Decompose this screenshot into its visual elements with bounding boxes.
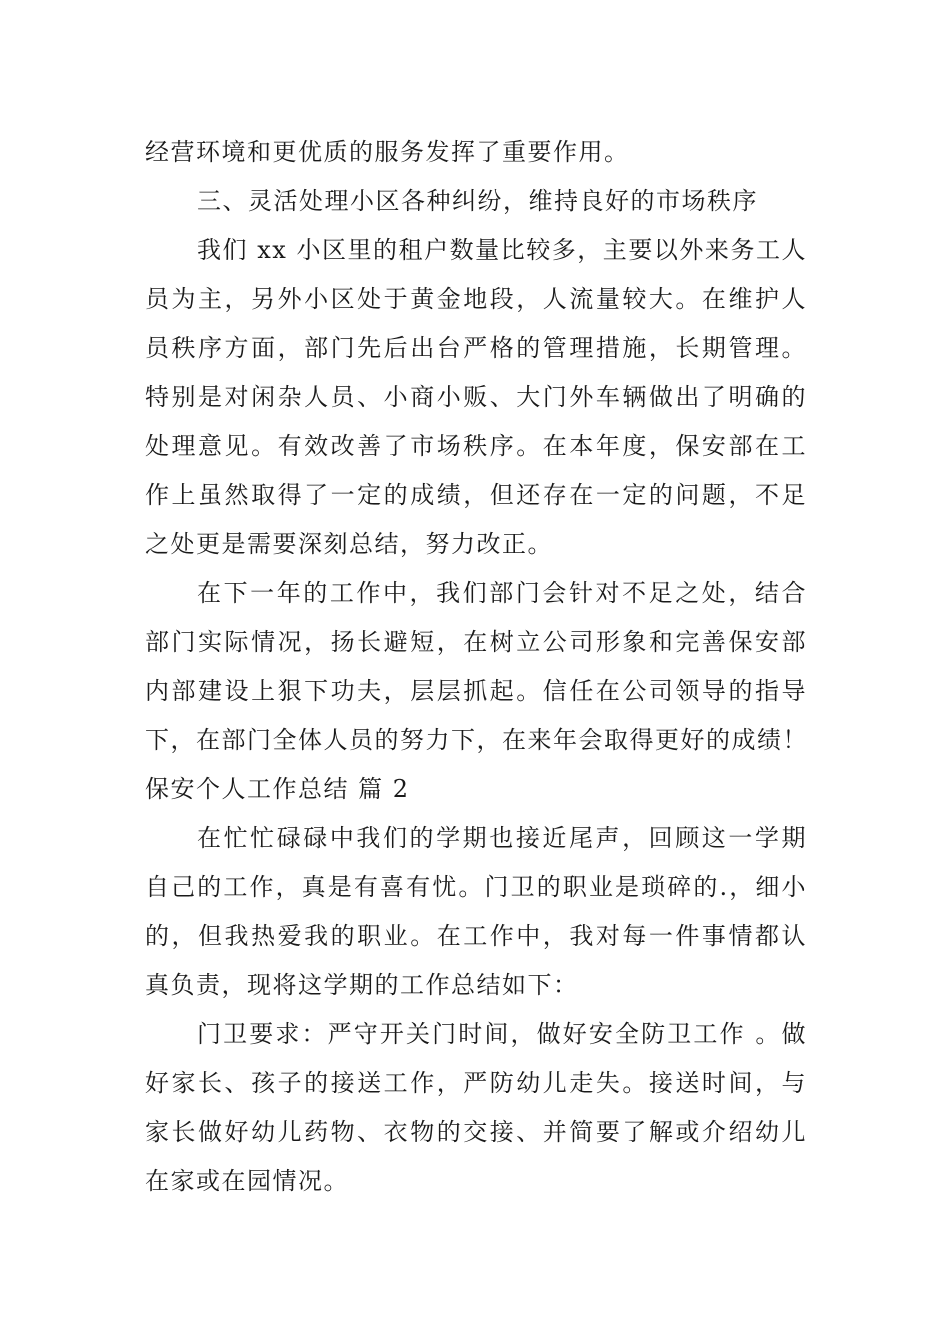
text-line: 在下一年的工作中，我们部门会针对不足之处，结合 [197,579,807,607]
text-line: 在家或在园情况。 [145,1167,349,1195]
text-line: 的，但我热爱我的职业。在工作中，我对每一件事情都认 [145,922,807,950]
text-line: 我们 xx 小区里的租户数量比较多，主要以外来务工人 [197,236,807,264]
text-line: 特别是对闲杂人员、小商小贩、大门外车辆做出了明确的 [145,383,807,411]
text-line: 下，在部门全体人员的努力下，在来年会取得更好的成绩！ [145,726,808,754]
text-line: 自己的工作，真是有喜有忧。门卫的职业是琐碎的.，细小 [145,873,807,901]
article-title: 保安个人工作总结 篇 2 [145,775,410,803]
text-line: 处理意见。有效改善了市场秩序。在本年度，保安部在工 [145,432,807,460]
section-heading: 三、灵活处理小区各种纠纷，维持良好的市场秩序 [197,187,758,215]
text-line: 部门实际情况，扬长避短，在树立公司形象和完善保安部 [145,628,807,656]
text-line: 之处更是需要深刻总结，努力改正。 [145,530,553,558]
text-line: 门卫要求：严守开关门时间，做好安全防卫工作 。做 [197,1020,807,1048]
text-line: 家长做好幼儿药物、衣物的交接、并简要了解或介绍幼儿 [145,1118,807,1146]
text-line: 作上虽然取得了一定的成绩，但还存在一定的问题，不足 [145,481,807,509]
text-line: 经营环境和更优质的服务发挥了重要作用。 [145,138,630,166]
document-body [145,128,807,1206]
text-line: 在忙忙碌碌中我们的学期也接近尾声，回顾这一学期 [197,824,807,852]
text-line: 内部建设上狠下功夫，层层抓起。信任在公司领导的指导 [145,677,807,705]
text-line: 员为主，另外小区处于黄金地段，人流量较大。在维护人 [145,285,807,313]
text-line: 好家长、孩子的接送工作，严防幼儿走失。接送时间，与 [145,1069,807,1097]
text-line: 员秩序方面，部门先后出台严格的管理措施，长期管理。 [145,334,807,362]
text-line: 真负责，现将这学期的工作总结如下： [145,971,579,999]
